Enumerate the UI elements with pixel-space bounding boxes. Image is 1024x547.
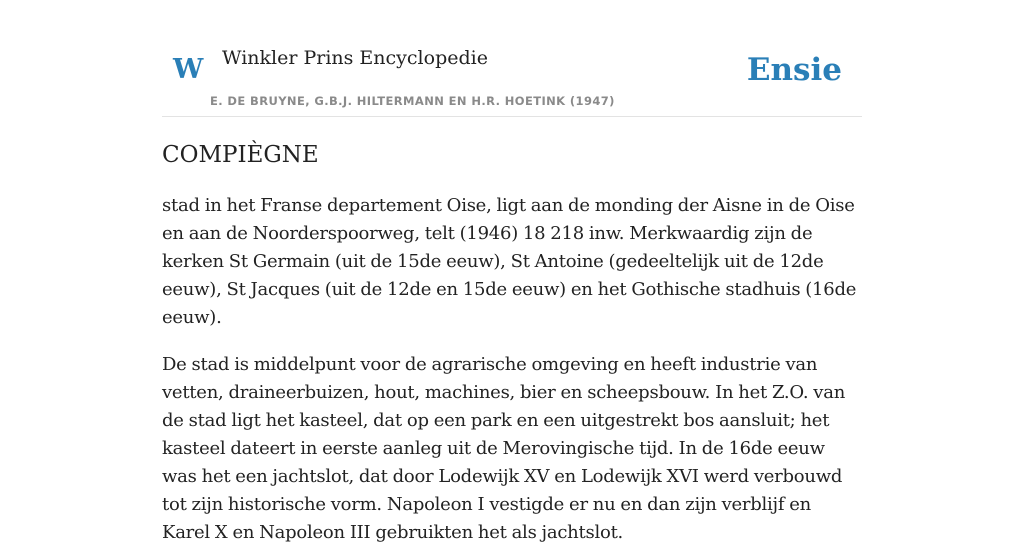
article-paragraph: stad in het Franse departement Oise, ligt aan de monding der Aisne in de Oise en aan de Noorderspoorweg, telt (1946) 18 218 inw. Merkwaardig zijn de kerken St Germain (uit de 15de eeuw), St Antoine (gedeeltelijk uit de 12de eeuw), St Jacques (uit de 12de en 15de eeuw) en het Gothische stadhuis (16de eeuw). xyxy=(162,195,857,328)
source-authors: E. DE BRUYNE, G.B.J. HILTERMANN EN H.R. HOETINK (1947) xyxy=(210,94,615,108)
article-heading: COMPIÈGNE xyxy=(162,142,319,168)
header xyxy=(162,0,862,117)
article xyxy=(162,138,862,547)
article-paragraph: De stad is middelpunt voor de agrarische omgeving en heeft industrie van vetten, draineerbuizen, hout, machines, bier en scheepsbouw. In het Z.O. van de stad ligt het kasteel, dat op een park en een uitgestrekt bos aansluit; het kasteel dateert in eerste aanleg uit de Merovingische tijd. In de 16de eeuw was het een jachtslot, dat door Lodewijk XV en Lodewijk XVI werd verbouwd tot zijn historische vorm. Napoleon I vestigde er nu en dan zijn verblijf en Karel X en Napoleon III gebruikten het als jachtslot. xyxy=(162,354,846,543)
logo-icon: W xyxy=(173,54,204,85)
brand-logo[interactable]: Ensie xyxy=(746,52,842,88)
source-title: Winkler Prins Encyclopedie xyxy=(222,47,488,69)
